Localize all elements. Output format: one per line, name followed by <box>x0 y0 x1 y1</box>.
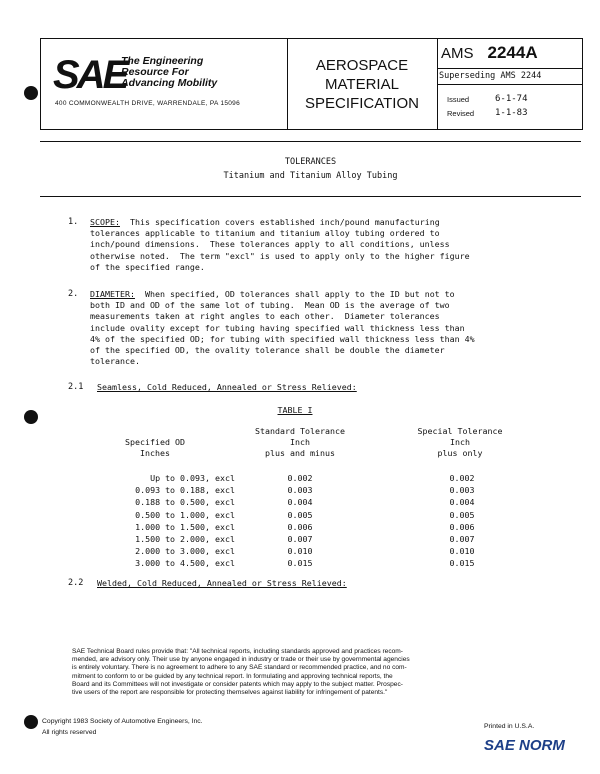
section-2-number: 2. <box>68 289 79 299</box>
spec-title-line-3: SPECIFICATION <box>305 95 419 112</box>
table-cell-standard: 0.002 <box>287 473 313 483</box>
sae-address: 400 COMMONWEALTH DRIVE, WARRENDALE, PA 15096 <box>55 100 241 107</box>
section-2-2-heading: Welded, Cold Reduced, Annealed or Stress Relieved: <box>97 578 347 588</box>
diameter-line-3: measurements taken at right angles to each other. Diameter tolerances <box>90 311 440 322</box>
scope-line-2: tolerances applicable to titanium and titanium alloy tubing ordered to <box>90 228 440 239</box>
table-cell-special: 0.007 <box>449 534 475 544</box>
col-header-standard-line-3: plus and minus <box>265 448 335 458</box>
col-header-standard-line-1: Standard Tolerance <box>255 426 345 436</box>
revised-date: 1-1-83 <box>495 108 528 118</box>
sae-tagline <box>121 56 217 89</box>
table-cell-od: 3.000 to 4.500, excl <box>135 558 235 569</box>
diameter-line-2: both ID and OD of the same lot of tubing. Mean OD is the average of two <box>90 300 450 311</box>
table-cell-od: 1.500 to 2.000, excl <box>135 534 235 544</box>
diameter-line-4: include ovality except for tubing having specified wall thickness less than <box>90 322 465 333</box>
binder-hole-bottom <box>24 715 38 729</box>
table-cell-od: 0.500 to 1.000, excl <box>135 509 235 520</box>
table-cell-od: Up to 0.093, excl <box>150 473 235 483</box>
table-cell-special: 0.006 <box>449 521 475 532</box>
document-header <box>40 38 583 130</box>
table-cell-special: 0.003 <box>449 485 475 496</box>
ams-label: AMS <box>441 45 474 62</box>
table-cell-special: 0.005 <box>449 509 475 520</box>
table-cell-standard: 0.003 <box>287 485 313 496</box>
section-2-1-number: 2.1 <box>68 382 84 392</box>
scope-line-5: of the specified range. <box>90 261 205 272</box>
rights-reserved: All rights reserved <box>42 729 97 736</box>
ams-number-cell <box>437 39 582 129</box>
body-rule <box>40 196 581 197</box>
scope-line-4: otherwise noted. The term "excl" is used to apply only to the higher figure <box>90 250 470 261</box>
technical-board-notice <box>72 648 516 697</box>
notice-line-3: is entirely voluntary. There is no agreement to adhere to any SAE standard or recommended practice, and no com- <box>72 664 407 672</box>
diameter-line-5: 4% of the specified OD; for tubing with specified wall thickness less than 4% <box>90 333 475 344</box>
watermark-text: SAE NORM <box>484 737 565 754</box>
section-2-diameter <box>90 289 475 367</box>
table-cell-standard: 0.006 <box>287 521 313 532</box>
table-cell-standard: 0.005 <box>287 509 313 520</box>
col-header-od-line-1: Specified OD <box>125 437 185 447</box>
ams-number: 2244A <box>487 43 538 62</box>
sae-logo-cell <box>41 39 288 129</box>
table-cell-standard: 0.015 <box>287 558 313 569</box>
col-header-od-line-2: Inches <box>140 448 170 458</box>
scope-heading: SCOPE: <box>90 217 120 227</box>
ams-designation <box>441 43 538 63</box>
notice-line-5: Board and its Committees will not investigate or consider patents which may apply to the subject matter. Prospec- <box>72 680 403 688</box>
col-header-special-line-2: Inch <box>450 437 470 447</box>
section-2-1-heading: Seamless, Cold Reduced, Annealed or Stress Relieved: <box>97 382 357 392</box>
ams-divider-2 <box>437 84 582 85</box>
table-cell-standard: 0.004 <box>287 497 313 508</box>
table-cell-special: 0.015 <box>449 558 475 569</box>
sae-norm-watermark <box>484 737 565 755</box>
binder-hole-middle <box>24 410 38 424</box>
tagline-line-1: The Engineering <box>121 55 204 67</box>
tagline-line-2: Resource For <box>121 66 189 78</box>
title-rule <box>40 141 581 142</box>
scope-line-3: inch/pound dimensions. These tolerances apply to all conditions, unless <box>90 239 450 250</box>
diameter-line-6: of the specified OD, the ovality tolerance shall be double the diameter <box>90 345 445 356</box>
sae-logo: SAE <box>53 53 127 97</box>
notice-line-6: tive users of the report are responsible for protecting themselves against liability for infringement of patents." <box>72 689 388 697</box>
col-header-od <box>100 437 210 459</box>
issued-label: Issued <box>447 95 470 104</box>
doc-subtitle: Titanium and Titanium Alloy Tubing <box>223 171 398 181</box>
printed-in: Printed in U.S.A. <box>484 723 535 730</box>
scope-line-1: This specification covers established inch/pound manufacturing <box>129 217 440 227</box>
table-cell-standard: 0.010 <box>287 546 313 557</box>
superseding-note: Superseding AMS 2244 <box>439 71 542 81</box>
section-1-number: 1. <box>68 217 79 227</box>
table-cell-od: 1.000 to 1.500, excl <box>135 521 235 532</box>
col-header-standard-line-2: Inch <box>290 437 310 447</box>
notice-line-4: mitment to conform to or be guided by any technical report. In formulating and approving technical reports, the <box>72 672 393 680</box>
col-header-special <box>400 426 520 459</box>
tagline-line-3: Advancing Mobility <box>121 77 218 89</box>
binder-hole-top <box>24 86 38 100</box>
col-header-special-line-3: plus only <box>437 448 483 458</box>
table-cell-special: 0.010 <box>449 546 475 557</box>
spec-title-cell <box>287 39 438 129</box>
table-cell-od: 0.188 to 0.500, excl <box>135 497 235 508</box>
table-cell-od: 2.000 to 3.000, excl <box>135 546 235 557</box>
diameter-heading: DIAMETER: <box>90 289 135 299</box>
doc-title: TOLERANCES <box>284 157 337 167</box>
ams-divider <box>437 68 582 69</box>
diameter-line-1: When specified, OD tolerances shall apply to the ID but not to <box>144 289 455 299</box>
col-header-standard <box>235 426 365 459</box>
notice-line-2: mended, are advisory only. Their use by anyone engaged in industry or trade or their use by governmental agencies <box>72 656 410 664</box>
table-caption: TABLE I <box>277 405 313 415</box>
spec-title-line-1: AEROSPACE <box>315 57 409 74</box>
table-cell-special: 0.002 <box>449 473 475 483</box>
table-cell-od: 0.093 to 0.188, excl <box>135 485 235 496</box>
section-2-2-number: 2.2 <box>68 578 84 588</box>
section-1-scope <box>90 217 470 273</box>
table-cell-standard: 0.007 <box>287 534 313 544</box>
table-cell-special: 0.004 <box>449 497 475 508</box>
spec-title-line-2: MATERIAL <box>325 76 399 93</box>
issued-date: 6-1-74 <box>495 94 528 104</box>
notice-line-1: SAE Technical Board rules provide that: "All technical reports, including standards approved and practices recom- <box>72 648 403 655</box>
copyright: Copyright 1983 Society of Automotive Engineers, Inc. <box>42 718 203 725</box>
revised-label: Revised <box>447 109 475 118</box>
col-header-special-line-1: Special Tolerance <box>417 426 503 436</box>
diameter-line-7: tolerance. <box>90 356 140 367</box>
